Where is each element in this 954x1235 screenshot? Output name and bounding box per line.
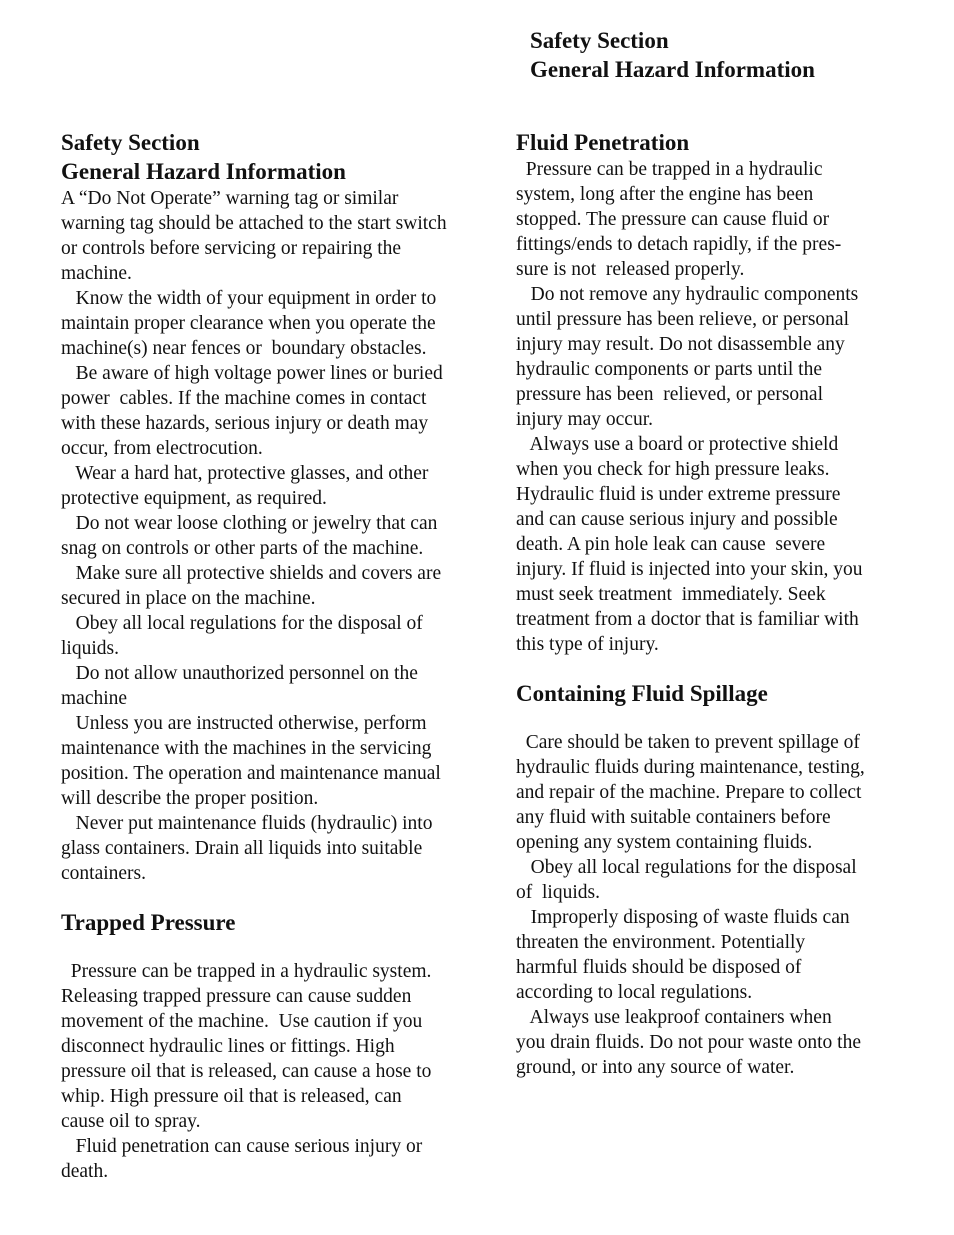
text-line: Releasing trapped pressure can cause sudden xyxy=(61,986,412,1007)
text-line: Improperly disposing of waste fluids can xyxy=(516,907,850,928)
text-line: warning tag should be attached to the start switch xyxy=(61,213,447,234)
text-line: Wear a hard hat, protective glasses, and other xyxy=(61,463,429,484)
text-line: pressure has been relieved, or personal xyxy=(516,384,824,405)
text-line: Hydraulic fluid is under extreme pressure xyxy=(516,484,841,505)
text-line: cause oil to spray. xyxy=(61,1111,201,1132)
text-line: and repair of the machine. Prepare to collect xyxy=(516,782,862,803)
text-line: disconnect hydraulic lines or fittings. High xyxy=(61,1036,395,1057)
text-line: whip. High pressure oil that is released, can xyxy=(61,1086,402,1107)
text-line: pressure oil that is released, can cause a hose to xyxy=(61,1061,432,1082)
text-line: death. A pin hole leak can cause severe xyxy=(516,534,826,555)
text-line: Do not allow unauthorized personnel on the xyxy=(61,663,418,684)
text-line: position. The operation and maintenance manual xyxy=(61,763,441,784)
text-line: Always use leakproof containers when xyxy=(516,1007,832,1028)
text-line: Never put maintenance fluids (hydraulic) into xyxy=(61,813,433,834)
text-line: or controls before servicing or repairing the xyxy=(61,238,402,259)
text-line: Be aware of high voltage power lines or buried xyxy=(61,363,443,384)
right-block-2 xyxy=(516,730,916,1080)
text-line: containers. xyxy=(61,863,147,884)
right-block-1 xyxy=(516,157,916,657)
trapped-pressure-heading: Trapped Pressure xyxy=(61,910,236,935)
text-line: will describe the proper position. xyxy=(61,788,319,809)
text-line: this type of injury. xyxy=(516,634,659,655)
left-title-2: General Hazard Information xyxy=(61,159,346,184)
text-line: must seek treatment immediately. Seek xyxy=(516,584,826,605)
text-line: glass containers. Drain all liquids into suitable xyxy=(61,838,423,859)
text-line: movement of the machine. Use caution if you xyxy=(61,1011,423,1032)
left-block-2 xyxy=(61,959,501,1184)
text-line: when you check for high pressure leaks. xyxy=(516,459,830,480)
text-line: Make sure all protective shields and covers are xyxy=(61,563,442,584)
text-line: hydraulic fluids during maintenance, testing, xyxy=(516,757,865,778)
text-line: according to local regulations. xyxy=(516,982,753,1003)
text-line: snag on controls or other parts of the machine. xyxy=(61,538,424,559)
right-column xyxy=(516,128,916,1080)
text-line: until pressure has been relieve, or personal xyxy=(516,309,850,330)
text-line: sure is not released properly. xyxy=(516,259,745,280)
left-block-1 xyxy=(61,186,501,886)
left-column xyxy=(61,128,501,1184)
text-line: liquids. xyxy=(61,638,119,659)
text-line: Do not wear loose clothing or jewelry that can xyxy=(61,513,438,534)
text-line: stopped. The pressure can cause fluid or xyxy=(516,209,830,230)
text-line: hydraulic components or parts until the xyxy=(516,359,822,380)
text-line: maintenance with the machines in the servicing xyxy=(61,738,432,759)
text-line: A “Do Not Operate” warning tag or similar xyxy=(61,188,399,209)
text-line: Pressure can be trapped in a hydraulic xyxy=(516,159,823,180)
text-line: death. xyxy=(61,1161,109,1182)
text-line: with these hazards, serious injury or death may xyxy=(61,413,429,434)
text-line: machine xyxy=(61,688,128,709)
containing-fluid-spillage-heading: Containing Fluid Spillage xyxy=(516,681,768,706)
text-line: opening any system containing fluids. xyxy=(516,832,813,853)
text-line: Unless you are instructed otherwise, perform xyxy=(61,713,427,734)
text-line: you drain fluids. Do not pour waste onto the xyxy=(516,1032,861,1053)
text-line: injury may result. Do not disassemble any xyxy=(516,334,845,355)
header-line-1: Safety Section xyxy=(530,28,669,53)
text-line: fittings/ends to detach rapidly, if the pres- xyxy=(516,234,842,255)
text-line: protective equipment, as required. xyxy=(61,488,327,509)
text-line: Know the width of your equipment in order to xyxy=(61,288,437,309)
text-line: system, long after the engine has been xyxy=(516,184,814,205)
fluid-penetration-heading: Fluid Penetration xyxy=(516,130,690,155)
left-title-1: Safety Section xyxy=(61,130,200,155)
text-line: and can cause serious injury and possible xyxy=(516,509,838,530)
text-line: power cables. If the machine comes in contact xyxy=(61,388,427,409)
text-line: secured in place on the machine. xyxy=(61,588,316,609)
text-line: Fluid penetration can cause serious injury or xyxy=(61,1136,423,1157)
text-line: Obey all local regulations for the disposal xyxy=(516,857,857,878)
text-line: Care should be taken to prevent spillage of xyxy=(516,732,860,753)
text-line: Always use a board or protective shield xyxy=(516,434,839,455)
text-line: machine(s) near fences or boundary obstacles. xyxy=(61,338,427,359)
text-line: Do not remove any hydraulic components xyxy=(516,284,859,305)
text-line: threaten the environment. Potentially xyxy=(516,932,806,953)
text-line: injury. If fluid is injected into your skin, you xyxy=(516,559,863,580)
header-line-2: General Hazard Information xyxy=(530,57,815,82)
text-line: maintain proper clearance when you operate the xyxy=(61,313,436,334)
text-line: ground, or into any source of water. xyxy=(516,1057,795,1078)
text-line: Obey all local regulations for the disposal of xyxy=(61,613,423,634)
running-header xyxy=(530,26,815,84)
text-line: of liquids. xyxy=(516,882,600,903)
text-line: occur, from electrocution. xyxy=(61,438,263,459)
text-line: machine. xyxy=(61,263,132,284)
text-line: treatment from a doctor that is familiar with xyxy=(516,609,859,630)
text-line: injury may occur. xyxy=(516,409,654,430)
text-line: Pressure can be trapped in a hydraulic system. xyxy=(61,961,432,982)
text-line: any fluid with suitable containers before xyxy=(516,807,831,828)
text-line: harmful fluids should be disposed of xyxy=(516,957,802,978)
